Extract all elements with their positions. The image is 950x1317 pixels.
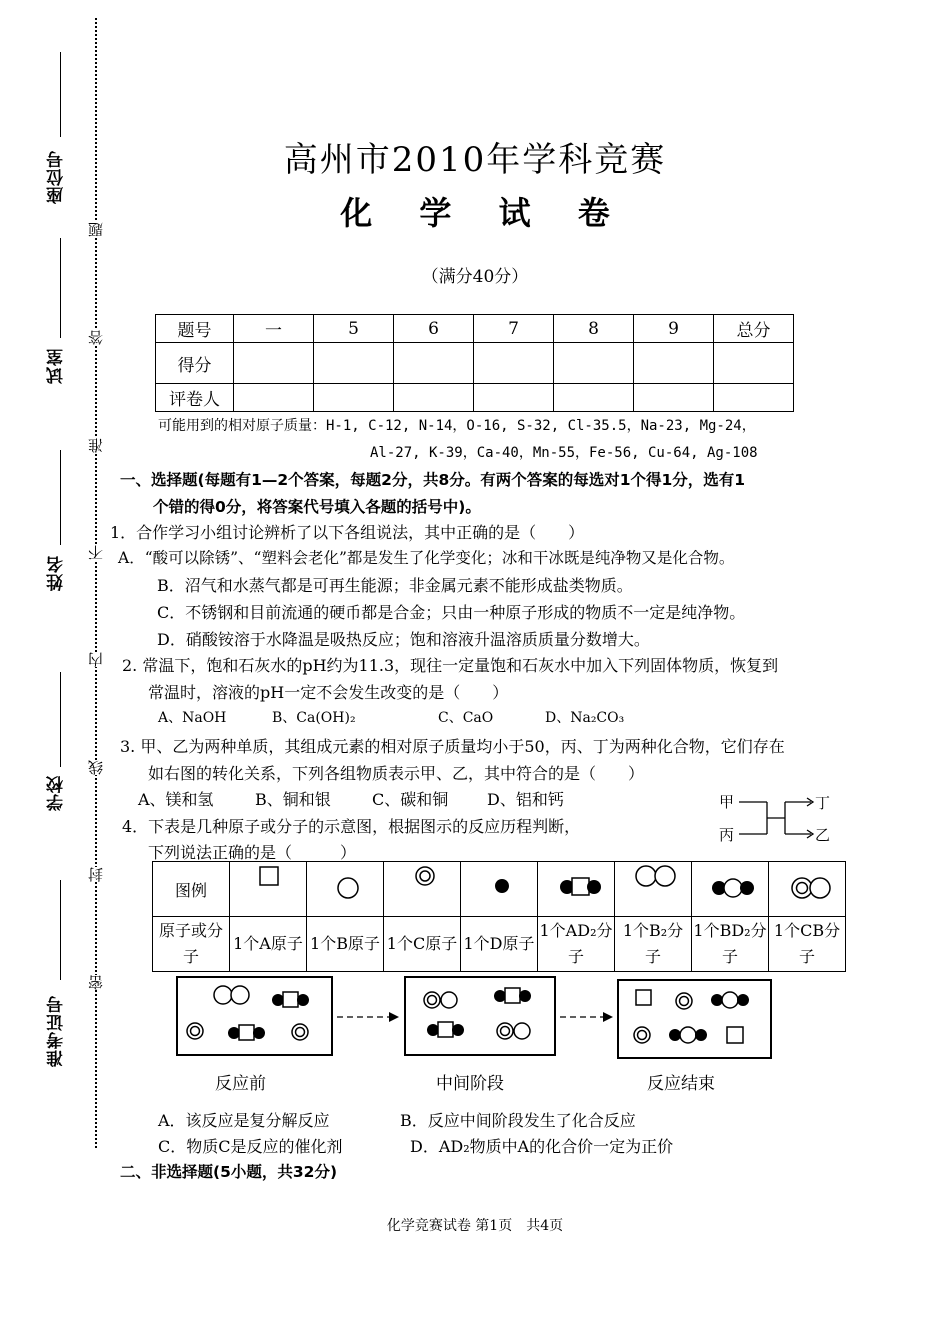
diagram-lines — [739, 802, 811, 834]
score-row — [156, 343, 794, 384]
q2-option-d: D、Na₂CO₃ — [545, 710, 625, 726]
particle-name: 1个BD₂分子 — [692, 917, 769, 972]
q4-option-b: B．反应中间阶段发生了化合反应 — [400, 1111, 636, 1130]
particle-name: 1个D原子 — [461, 917, 538, 972]
score-table-header-row — [156, 315, 794, 343]
score-row-label: 得分 — [156, 343, 234, 384]
exam-title: 高州市2010年学科竞赛 — [283, 140, 667, 180]
legend-label: 图例 — [153, 862, 230, 917]
exam-subtitle: 化 学 试 卷 — [340, 194, 628, 232]
q3-option-c: C、碳和铜 — [372, 790, 449, 809]
admission-number-line — [60, 880, 61, 980]
seat-number-line — [60, 52, 61, 137]
seal-char: 题 — [87, 222, 105, 237]
q1-stem: 1．合作学习小组讨论辨析了以下各组说法，其中正确的是（ ） — [110, 523, 585, 542]
square-icon — [260, 867, 278, 885]
particle-name: 1个C原子 — [384, 917, 461, 972]
q3-conversion-diagram — [715, 790, 840, 850]
admission-number-label: 准考证号 — [47, 995, 67, 1067]
stage-middle-label: 中间阶段 — [436, 1074, 504, 1094]
diagram-bing: 丙 — [719, 826, 735, 844]
q1-option-a: A．“酸可以除锈”、“塑料会老化”都是发生了化学变化；冰和干冰既是纯净物又是化合物。 — [118, 549, 735, 567]
section1-heading: 一、选择题(每题有1—2个答案，每题2分，共8分。有两个答案的每选对1个得1分，选有1 — [120, 471, 746, 489]
legend-b2-molecule — [615, 862, 692, 917]
page-footer: 化学竞赛试卷 第1页 共4页 — [386, 1218, 564, 1234]
score-header-cell: 7 — [474, 315, 554, 343]
exam-room-label: 试室 — [47, 348, 67, 384]
name-label: 原子或分子 — [153, 917, 230, 972]
diagram-ding: 丁 — [815, 794, 831, 812]
diagram-yi: 乙 — [815, 826, 831, 844]
q3-stem-cont: 如右图的转化关系，下列各组物质表示甲、乙，其中符合的是（ ） — [148, 764, 645, 783]
score-table — [155, 314, 794, 412]
q2-stem-cont: 常温时，溶液的pH一定不会发生改变的是（ ） — [148, 683, 509, 702]
particle-legend-table — [152, 861, 846, 972]
filled-circle-icon — [495, 879, 509, 893]
grader-row-label: 评卷人 — [156, 384, 234, 412]
q2-option-b: B、Ca(OH)₂ — [272, 710, 356, 726]
q3-stem: 3. 甲、乙为两种单质，其组成元素的相对原子质量均小于50，丙、丁为两种化合物，它们存在 — [120, 737, 785, 756]
q1-option-b: B．沼气和水蒸气都是可再生能源；非金属元素不能形成盐类物质。 — [157, 576, 633, 595]
legend-d-atom — [461, 862, 538, 917]
score-header-cell: 一 — [234, 315, 314, 343]
score-cell[interactable] — [394, 343, 474, 384]
score-cell[interactable] — [714, 343, 794, 384]
legend-row — [153, 862, 846, 917]
seal-char: 封 — [87, 867, 105, 882]
q3-option-b: B、铜和银 — [255, 790, 331, 809]
stage-before-label: 反应前 — [215, 1074, 266, 1094]
q4-stem: 4．下表是几种原子或分子的示意图，根据图示的反应历程判断， — [122, 817, 581, 836]
stage-before-box — [177, 977, 332, 1055]
seal-char: 内 — [87, 652, 105, 667]
seal-char: 准 — [87, 438, 105, 453]
q4-option-c: C．物质C是反应的催化剂 — [158, 1137, 343, 1156]
grader-row — [156, 384, 794, 412]
atomic-masses-line2: Al-27, K-39，Ca-40，Mn-55，Fe-56, Cu-64, Ag-108 — [370, 445, 758, 461]
exam-room-line — [60, 238, 61, 338]
seal-char: 线 — [87, 760, 105, 775]
score-cell[interactable] — [314, 343, 394, 384]
score-header-cell: 题号 — [156, 315, 234, 343]
particle-name: 1个AD₂分子 — [538, 917, 615, 972]
section2-heading: 二、非选择题(5小题，共32分) — [120, 1163, 338, 1181]
stage-middle-box — [405, 977, 555, 1055]
name-row — [153, 917, 846, 972]
seal-char: 不 — [87, 545, 105, 560]
score-header-cell: 5 — [314, 315, 394, 343]
score-header-cell: 6 — [394, 315, 474, 343]
section1-heading-cont: 个错的得0分，将答案代号填入各题的括号中)。 — [153, 498, 481, 516]
legend-c-atom — [384, 862, 461, 917]
double-circle-icon — [420, 871, 430, 881]
q3-option-a: A、镁和氢 — [138, 790, 214, 809]
legend-bd2-molecule — [692, 862, 769, 917]
score-header-cell: 8 — [554, 315, 634, 343]
seal-char: 答 — [87, 330, 105, 345]
full-mark: （满分40分） — [421, 267, 529, 287]
grader-cell[interactable] — [554, 384, 634, 412]
school-label: 学校 — [47, 775, 67, 811]
q2-stem: 2. 常温下，饱和石灰水的pH约为11.3，现往一定量饱和石灰水中加入下列固体物质，恢复到 — [122, 656, 779, 675]
q2-option-c: C、CaO — [438, 710, 494, 726]
particle-name: 1个B₂分子 — [615, 917, 692, 972]
particle-name: 1个CB分子 — [769, 917, 846, 972]
open-circle-icon — [338, 878, 358, 898]
school-line — [60, 672, 61, 767]
legend-ad2-molecule — [538, 862, 615, 917]
name-label: 姓名 — [47, 555, 67, 591]
q1-option-c: C．不锈钢和目前流通的硬币都是合金；只由一种原子形成的物质不一定是纯净物。 — [157, 603, 746, 622]
particle-name: 1个A原子 — [230, 917, 307, 972]
grader-cell[interactable] — [394, 384, 474, 412]
stage-after-label: 反应结束 — [647, 1074, 715, 1094]
atomic-masses-line1: 可能用到的相对原子质量：H-1, C-12, N-14，O-16, S-32, Cl-35.5，Na-23, Mg-24， — [158, 418, 756, 434]
grader-cell[interactable] — [314, 384, 394, 412]
score-cell[interactable] — [474, 343, 554, 384]
grader-cell[interactable] — [234, 384, 314, 412]
q4-option-a: A．该反应是复分解反应 — [158, 1111, 330, 1130]
name-line — [60, 450, 61, 545]
score-cell[interactable] — [554, 343, 634, 384]
q1-option-d: D．硝酸铵溶于水降温是吸热反应；饱和溶液升温溶质质量分数增大。 — [157, 630, 650, 649]
legend-b-atom — [307, 862, 384, 917]
grader-cell[interactable] — [714, 384, 794, 412]
seat-number-label: 座位号 — [47, 150, 67, 204]
score-header-cell: 9 — [634, 315, 714, 343]
q4-option-d: D．AD₂物质中A的化合价一定为正价 — [410, 1137, 674, 1156]
q3-option-d: D、铝和钙 — [487, 790, 564, 809]
legend-a-atom — [230, 862, 307, 917]
diagram-jia: 甲 — [719, 793, 735, 811]
grader-cell[interactable] — [474, 384, 554, 412]
grader-cell[interactable] — [634, 384, 714, 412]
diagram-arrowheads — [807, 798, 813, 838]
reaction-process-diagram — [175, 975, 775, 1065]
q2-option-a: A、NaOH — [158, 710, 227, 726]
score-cell[interactable] — [634, 343, 714, 384]
score-header-cell: 总分 — [714, 315, 794, 343]
seal-char: 密 — [87, 975, 105, 990]
q4-stem-cont: 下列说法正确的是（ ） — [148, 843, 357, 862]
legend-cb-molecule — [769, 862, 846, 917]
particle-name: 1个B原子 — [307, 917, 384, 972]
score-cell[interactable] — [234, 343, 314, 384]
